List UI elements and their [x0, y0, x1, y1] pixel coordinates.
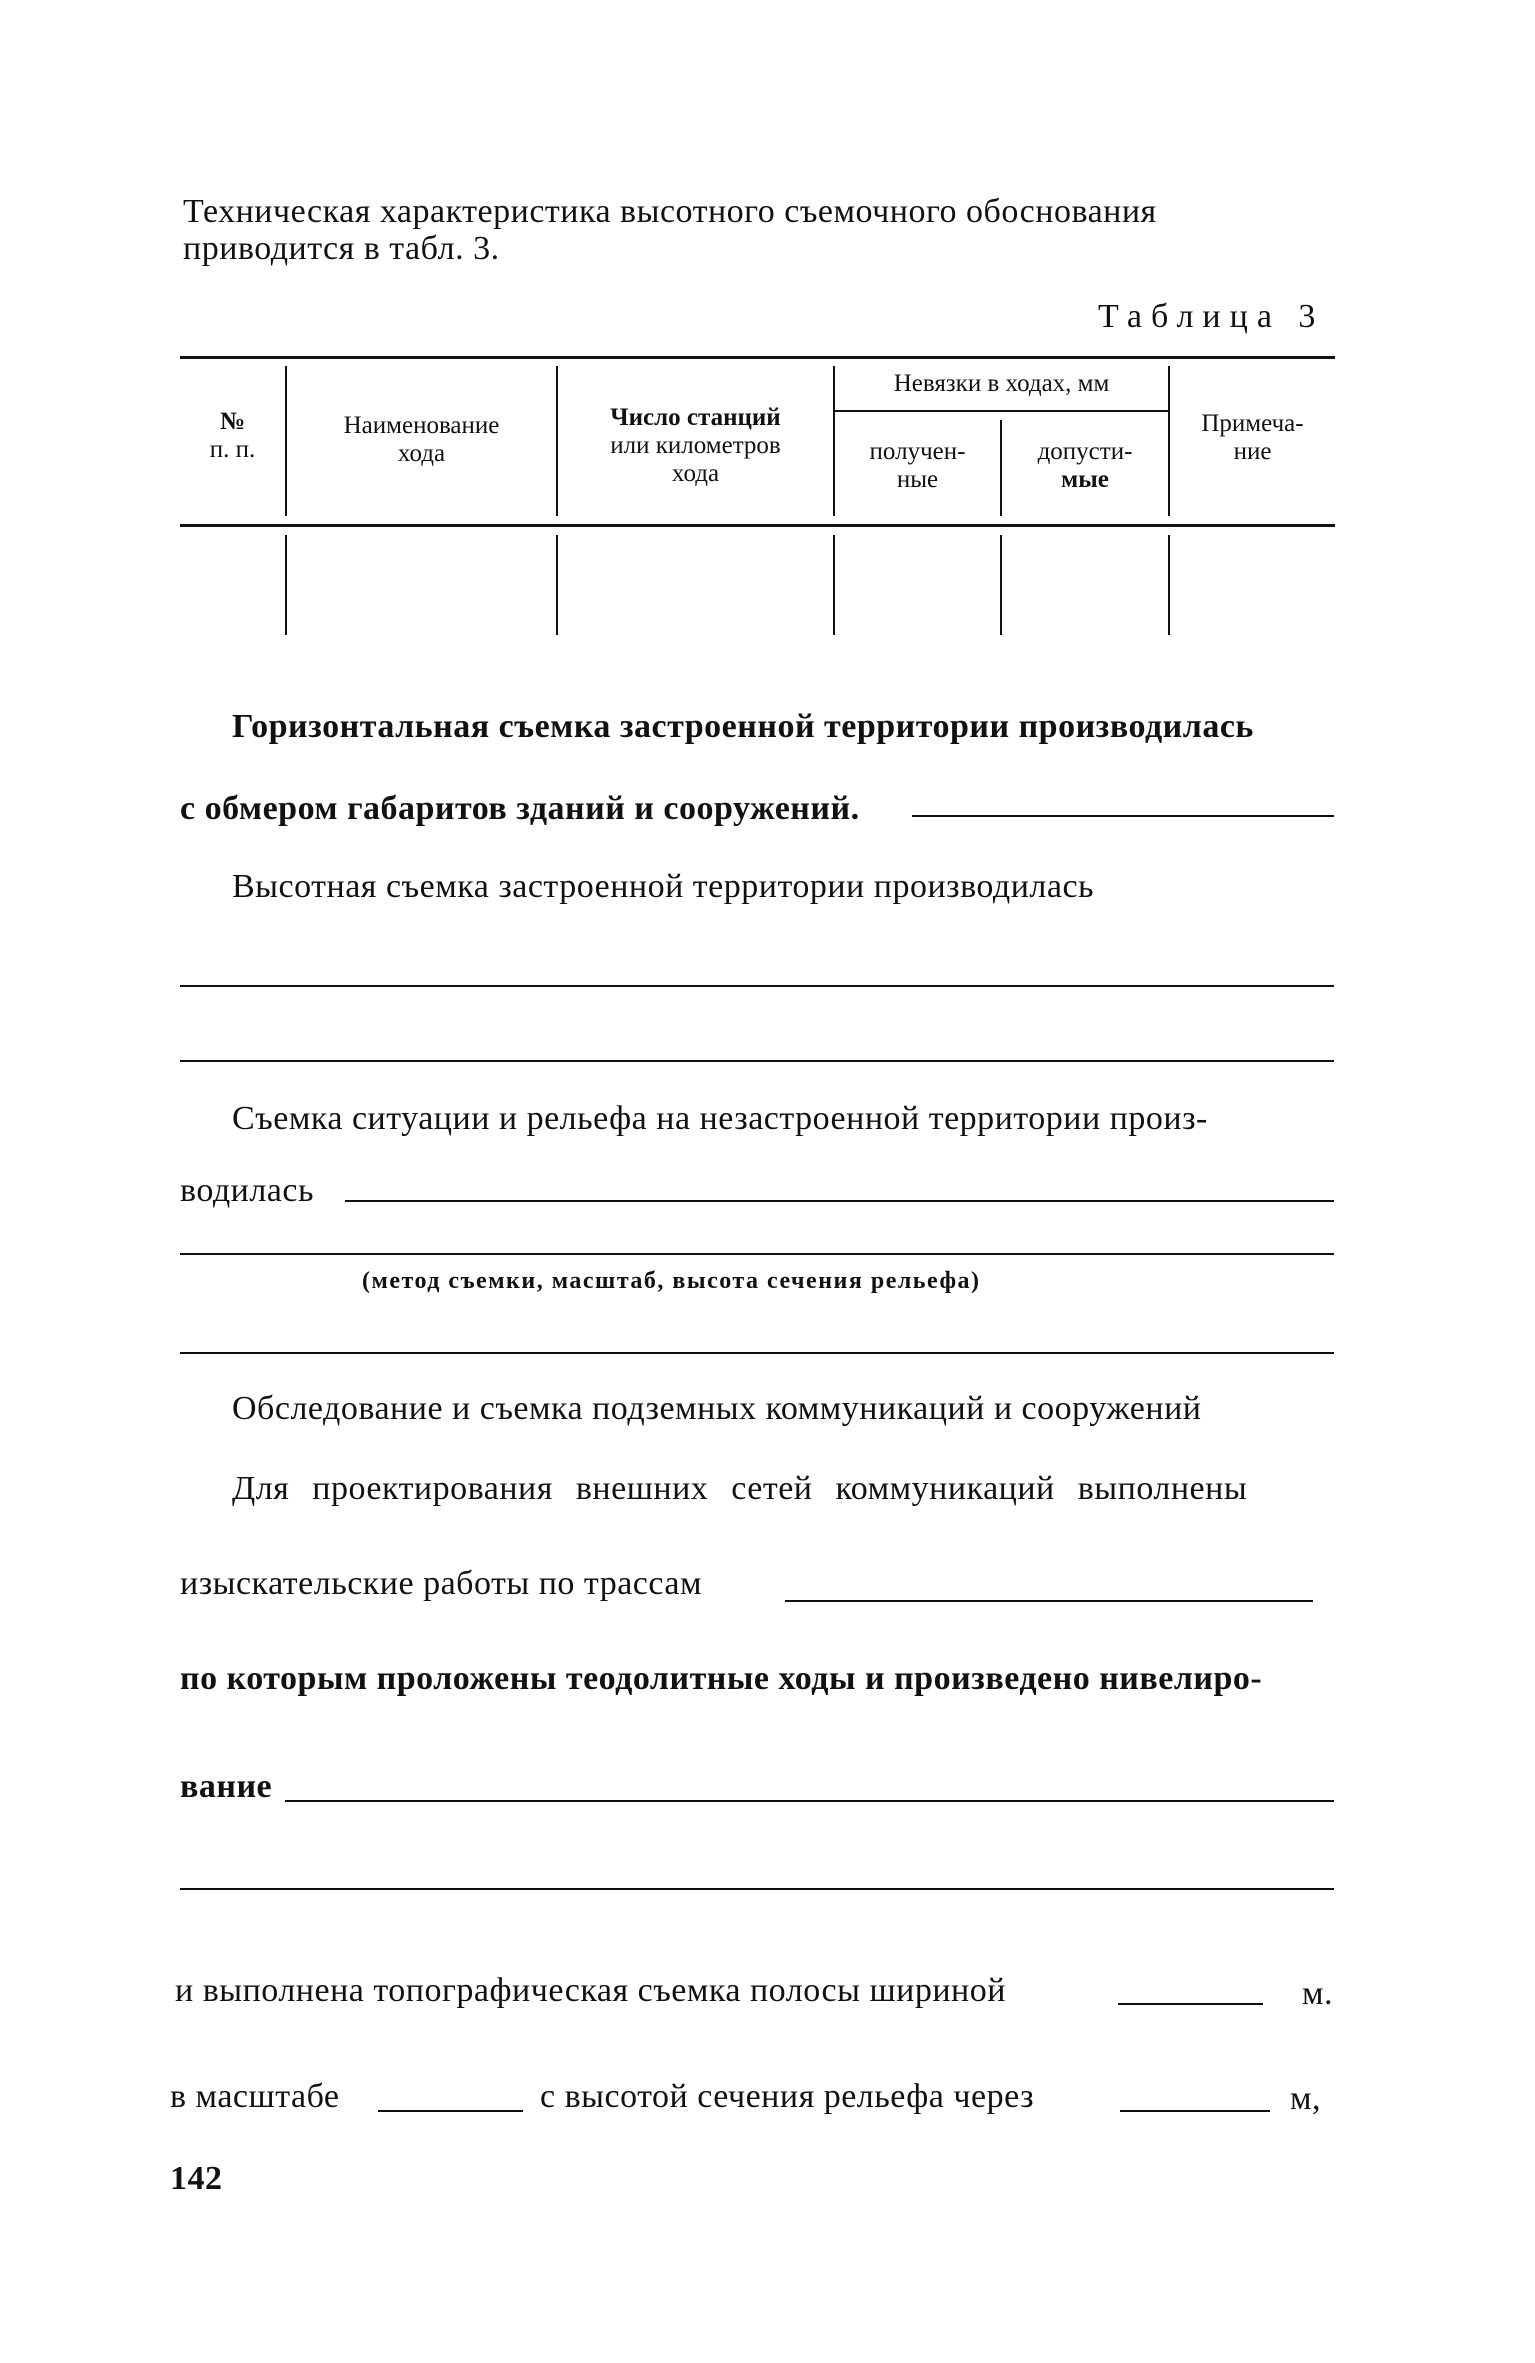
table-divider [1000, 535, 1002, 635]
header-notes-line-2: ние [1233, 438, 1272, 465]
strip-width-blank[interactable] [1118, 2003, 1263, 2005]
table-divider [285, 535, 287, 635]
header-num-line-2: п. п. [209, 436, 256, 463]
header-name-line-2: хода [397, 440, 446, 467]
header-name-line-1: Наименование [343, 412, 500, 439]
header-num [180, 408, 285, 464]
header-num-line-1: № [219, 408, 246, 435]
header-stations [558, 404, 833, 488]
strip-width-unit: м. [1302, 1975, 1334, 2012]
intro-line-1: Техническая характеристика высотного съемочного обоснования [183, 193, 1157, 230]
method-caption: (метод съемки, масштаб, высота сечения рельефа) [362, 1268, 981, 1294]
relief-unit: м, [1290, 2080, 1322, 2117]
scale-label: в масштабе [170, 2078, 340, 2115]
situation-blank-3[interactable] [180, 1352, 1334, 1354]
header-name [287, 412, 556, 468]
situation-blank-2[interactable] [180, 1253, 1334, 1255]
routes-blank[interactable] [785, 1600, 1313, 1602]
horizontal-survey-line-1: Горизонтальная съемка застроенной территории производилась [232, 708, 1254, 745]
levelling-blank-1[interactable] [285, 1800, 1334, 1802]
header-obtained-line-1: получен- [869, 438, 966, 465]
design-line-3: по которым проложены теодолитные ходы и произведено нивелиро- [180, 1660, 1263, 1697]
header-allowed-line-2: мые [1061, 466, 1109, 493]
vertical-survey-blank-1[interactable] [180, 985, 1334, 987]
relief-label: с высотой сечения рельефа через [540, 2078, 1035, 2115]
page-number: 142 [170, 2160, 223, 2197]
header-allowed [1002, 438, 1168, 494]
levelling-blank-2[interactable] [180, 1888, 1334, 1890]
table-divider [1168, 535, 1170, 635]
header-notes [1170, 410, 1335, 466]
vertical-survey-line: Высотная съемка застроенной территории производилась [232, 868, 1095, 905]
table-top-rule [180, 356, 1335, 359]
table-divider [833, 535, 835, 635]
misclosure-subheader-rule [833, 410, 1168, 412]
design-line-1: Для проектирования внешних сетей коммуникаций выполнены [232, 1470, 1248, 1507]
vertical-survey-blank-2[interactable] [180, 1060, 1334, 1062]
survey-title: Обследование и съемка подземных коммуникаций и сооружений [232, 1390, 1202, 1427]
header-misclosures: Невязки в ходах, мм [893, 370, 1110, 397]
horizontal-survey-line-2: с обмером габаритов зданий и сооружений. [180, 790, 860, 827]
header-stations-line-1: Число станций [610, 404, 781, 431]
header-stations-line-2: или километров [610, 432, 781, 459]
situation-line-1-text: Съемка ситуации и рельефа на незастроенной территории произ- [232, 1100, 1208, 1137]
design-line-4: вание [180, 1768, 273, 1805]
horizontal-survey-blank[interactable] [912, 815, 1334, 817]
table-divider [556, 535, 558, 635]
design-line-2: изыскательские работы по трассам [180, 1565, 702, 1602]
intro-line-2: приводится в табл. 3. [183, 230, 500, 267]
header-notes-line-1: Примеча- [1201, 410, 1304, 437]
table-header-rule [180, 524, 1335, 527]
header-stations-line-3: хода [671, 460, 720, 487]
header-obtained-line-2: ные [896, 466, 939, 493]
situation-blank-1[interactable] [345, 1200, 1334, 1202]
table-caption: Таблица 3 [1098, 298, 1325, 335]
scale-blank[interactable] [378, 2110, 523, 2112]
situation-line-1 [232, 1100, 1208, 1138]
header-obtained [835, 438, 1000, 494]
topo-line: и выполнена топографическая съемка полосы шириной [175, 1972, 1006, 2009]
relief-interval-blank[interactable] [1120, 2110, 1270, 2112]
header-allowed-line-1: допусти- [1037, 438, 1133, 465]
situation-line-2: водилась [180, 1172, 314, 1209]
